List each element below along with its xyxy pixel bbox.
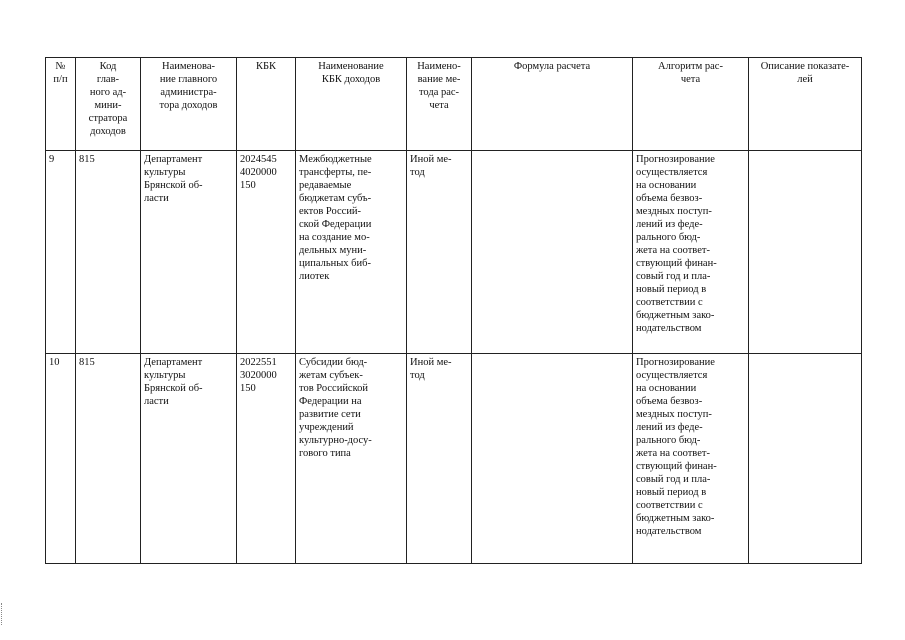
cell-kbk-name: Субсидии бюд- жетам субъек- тов Российской Федерации на развитие сети учреждений культурно-досу- гового типа — [296, 354, 407, 564]
header-kbk-name: Наименование КБК доходов — [296, 58, 407, 151]
cell-num: 10 — [46, 354, 76, 564]
revenue-methods-table — [45, 57, 862, 564]
header-row — [46, 58, 862, 151]
cell-admin: Департамент культуры Брянской об- ласти — [141, 151, 237, 354]
cell-admin: Департамент культуры Брянской об- ласти — [141, 354, 237, 564]
header-algorithm: Алгоритм рас- чета — [633, 58, 749, 151]
cell-method: Иной ме- тод — [407, 354, 472, 564]
cell-kbk: 2024545 4020000 150 — [237, 151, 296, 354]
header-description: Описание показате- лей — [749, 58, 862, 151]
cell-kbk-name: Межбюджетные трансферты, пе- редаваемые бюджетам субъ- ектов Россий- ской Федерации на создание мо- дельных муни- ципальных биб- лиотек — [296, 151, 407, 354]
cell-num: 9 — [46, 151, 76, 354]
header-formula: Формула расчета — [472, 58, 633, 151]
cell-formula — [472, 354, 633, 564]
header-admin-name: Наименова- ние главного администра- тора доходов — [141, 58, 237, 151]
cell-formula — [472, 151, 633, 354]
cell-description — [749, 151, 862, 354]
cell-algorithm: Прогнозирование осуществляется на основании объема безвоз- мездных поступ- лений из феде- рального бюд- жета на соответ- ствующий финан- совый год и пла- новый период в соответствии с бюджетным зако- нодательством — [633, 354, 749, 564]
cell-algorithm: Прогнозирование осуществляется на основании объема безвоз- мездных поступ- лений из феде- рального бюд- жета на соответ- ствующий финан- совый год и пла- новый период в соответствии с бюджетным зако- нодательством — [633, 151, 749, 354]
cell-code: 815 — [76, 151, 141, 354]
table-row — [46, 354, 862, 564]
header-kbk: КБК — [237, 58, 296, 151]
table-row — [46, 151, 862, 354]
header-admin-code: Код глав- ного ад- мини- стратора доходов — [76, 58, 141, 151]
header-num: № п/п — [46, 58, 76, 151]
cell-code: 815 — [76, 354, 141, 564]
cell-description — [749, 354, 862, 564]
scan-edge-mark — [1, 603, 5, 625]
cell-kbk: 2022551 3020000 150 — [237, 354, 296, 564]
cell-method: Иной ме- тод — [407, 151, 472, 354]
header-method: Наимено- вание ме- тода рас- чета — [407, 58, 472, 151]
